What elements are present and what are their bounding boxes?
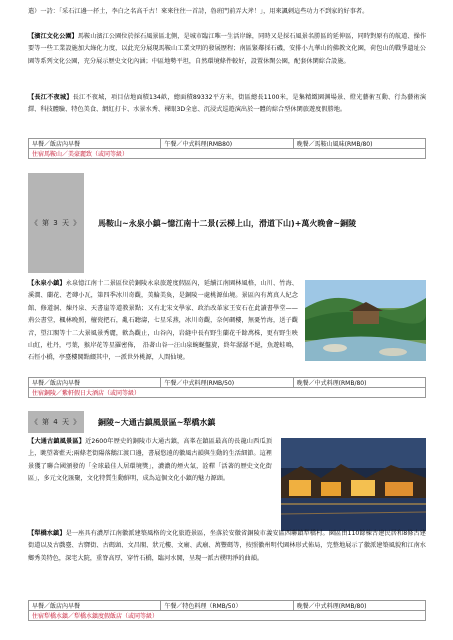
night-city-heading: 【長江不夜城】 [28,94,73,101]
meals-table-day4 [28,600,426,621]
day3-title: 馬鞍山~永泉小鎮~憶江南十二景(云梯上山，滑道下山)+萬火晚會~銅陵 [98,218,357,228]
yongquan-text: 永泉憶江南十二景區位於銅陵永泉旅遊度假區內，延續江南園林風格，山川、竹海、溪澗、蘭花、老磚小瓦，第四季冰川奇觀，美輪美奐，是銅陵一處桃源仙境。景區內有萬真人紀念館、修道洞、煉丹泉、天書崖等道教景點；又有北宋文學家、政治改革家王安石在此讀書學堂——荊公書堂，楓林晚照，檀瓷把石，亂石聽濤，七星采燕，冰川奇觀，奈何碉樓，無憂竹海，送子觀音，望江閣等十二大景風景秀麗，軟為觀止，山谷內，岩縫中長有野生蘭花千餘萬株，更有野生映山紅，杜丹，弓葉，猴岸花等星羅密佈， 沿著山谷一汪山泉蜿蜒盤旋，終年潺潺不絕，魚遊蛙鳴，石徑小橋，亭臺樓閣點綴其中，一派世外桃源，人間仙境。 [28,280,298,362]
day4-tag: 《 第 4 天 》 [28,411,84,433]
dinner-cell: 晚餐／中式料理(RMB/80) [293,601,425,611]
stay-cell: 住宿銅陵／紫軒假日大酒店（或同等級） [29,388,426,398]
lunch-cell: 午餐／中式料理(RMB/50) [161,378,293,388]
meals-table-day3 [28,377,426,398]
riverside-park-heading: 【濱江文化公園】 [28,33,78,40]
day3-header [28,173,426,273]
yongquan-scenery-image [305,280,426,361]
datong-photo [281,438,426,531]
dinner-cell: 晚餐／中式料理(RMB/80) [293,378,425,388]
datong-text: 近2600年歷史的銅陵市大通古鎮，高峯在鎮區最高的長龍山西瓜頂上，眺望著藍天;兩條老街陽落鵝江渡口邊，書展悠遠的徽風古韻與生動的生活細節。這裡景獲了聯合國頒發的「全球最佳人居環境獎」，濃濃的煙火氣，詮釋「活著的歷史文化街區」，多元文化匯聚，文化特質生動鮮明，成為這個文化小鎮的魅力源頭。 [28,438,272,483]
liqiao-paragraph [28,528,426,565]
breakfast-cell: 早餐／飯店內早餐 [29,601,161,611]
day3-tag: 《 第 3 天 》 [28,173,84,273]
liqiao-text: 是一座具有濃厚江南徽派建築風格的文化旅遊景區，坐落於安徽省銅陵市義安區西聯鎮犁橋村。園區由110餘棟古建民居和8條古建街道以及古戲臺、古驛街、古碼頭、文昌閣、狀元樓、文廟、武廟、萬豐碼等，按照徽州明代園林形式佈局，完整地展示了徽派建築風貌和江南水鄉秀美特色，深宅大院，重脊高厚，穿竹石橋，臨河水閣，呈現一派古樸明淨的曲韻。 [28,530,426,562]
stay-cell: 住宿馬鞍山／美豪麗致（或同等級） [29,149,426,159]
intro-paragraph: 遣）一詩：「采石江邊一抔土，李白之名高千古！來來往往一首詩，魯班門前弄大斧！」，用來諷刺這些功力不到家的好事者。 [28,8,369,15]
stay-row [29,388,426,398]
yongquan-photo [305,280,426,361]
yongquan-heading: 【永泉小鎮】 [28,280,66,287]
riverside-park-paragraph [28,31,426,68]
breakfast-cell: 早餐／飯店內早餐 [29,139,161,149]
datong-night-image [281,438,426,531]
night-city-paragraph [28,92,426,117]
dinner-cell: 晚餐／馬鞍山風味(RMB/80) [293,139,425,149]
meals-row [29,601,426,611]
meals-table-day2 [28,138,426,159]
stay-row [29,149,426,159]
riverside-park-text: 馬鞍山濱江公園位於採石風景區北側，是城市臨江唯一生活岸線，同時又是採石風景名勝區的延伸區，同時對原有的航道、操作要等一些工業設施加大綠化力度，以此充分展現馬鞍山工業文明的發展歷程；南區緊鄰採石磯，安排小九華山的佛教文化園，荷包山的戰爭遺址公園等系列文化公園，充分展示歷史文化內涵；中區地勢平坦，自然環境條件較好，設置休閑公園，配套休閑綜合設施。 [28,33,427,65]
day4-title: 銅陵~大通古鎮風景區~犁橋水鎮 [98,417,216,427]
stay-cell: 住宿犁橋水鎮／犁橋水鎮度假飯店（或同等級） [29,611,426,621]
lunch-cell: 午餐／特色料理（RMB/50） [161,601,293,611]
meals-row [29,378,426,388]
night-city-text: 長江不夜城，項目佔地面積134畝，總面積89332平方米，街區總長1100米，是集精緻園渊場景、燈光藝術互動、行為藝術演繹、科技體驗、特色美食、網紅打卡、水景水秀、裸眼3D全息、沉浸式巡遊演出於一體的綜合型休閑旅遊度假勝地。 [28,94,427,114]
breakfast-cell: 早餐／飯店內早餐 [29,378,161,388]
yongquan-paragraph [28,278,298,365]
datong-paragraph [28,436,272,486]
datong-heading: 【大通古鎮風景區】 [28,438,86,445]
stay-row [29,611,426,621]
day4-header [28,411,426,433]
lunch-cell: 午餐／中式料理(RMB80) [161,139,293,149]
liqiao-heading: 【犁橋水鎮】 [28,530,66,537]
meals-row [29,139,426,149]
